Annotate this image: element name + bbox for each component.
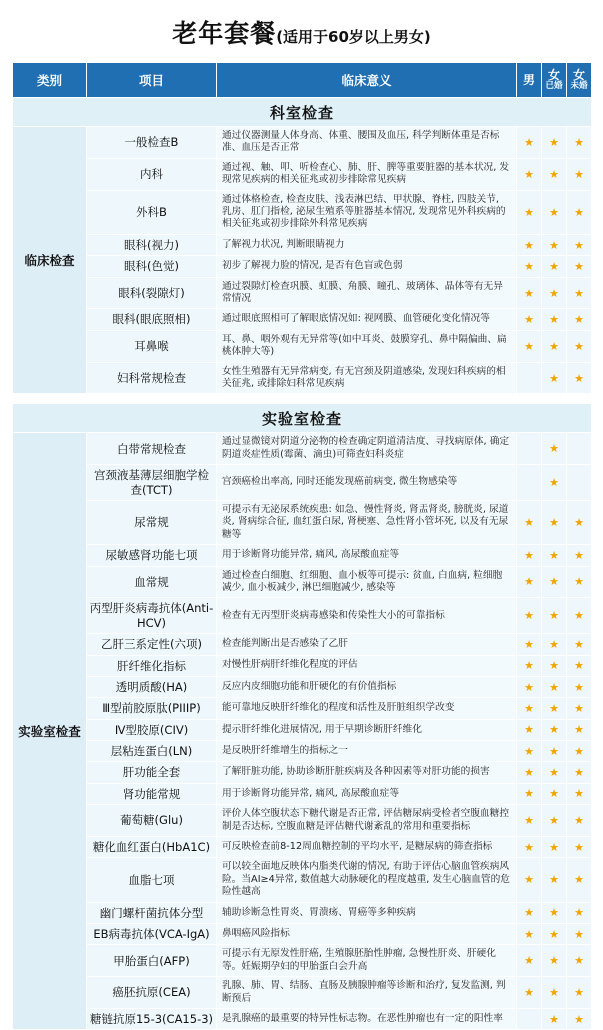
clinical-meaning-cell: 鼻咽癌风险指标 [217,923,517,944]
clinical-meaning-cell: 能可靠地反映肝纤维化的程度和活性及肝脏组织学改变 [217,698,517,719]
item-name-cell: 糖链抗原15-3(CA15-3) [87,1008,217,1029]
header-female-unmarried-sublabel: 未婚 [570,80,588,91]
section-title-row [13,404,592,433]
clinical-meaning-cell: 评价人体空腹状态下糖代谢是否正常, 评估糖尿病受检者空腹血糖控制是否达标, 空腹血糖是评估糖代谢紊乱的常用和重要指标 [217,805,517,837]
item-name-cell: 肾功能常规 [87,783,217,804]
header-male-label: 男 [522,72,535,87]
clinical-meaning-cell: 女性生殖器有无异常病变, 有无宫颈及阴道感染, 发现妇科疾病的相关征兆, 或排除妇科常见疾病 [217,362,517,394]
item-name-cell: 眼科(裂隙灯) [87,277,217,309]
male-mark-cell: ★ [517,256,542,277]
item-name-cell: 幽门螺杆菌抗体分型 [87,902,217,923]
table-body [13,98,592,1030]
female-unmarried-mark-cell: ★ [567,256,592,277]
female-unmarried-mark-cell: ★ [567,858,592,902]
female-unmarried-mark-cell: ★ [567,741,592,762]
female-married-mark-cell: ★ [542,805,567,837]
item-name-cell: 外科B [87,190,217,234]
female-unmarried-mark-cell: ★ [567,634,592,655]
item-name-cell: 层粘连蛋白(LN) [87,741,217,762]
female-married-mark-cell: ★ [542,858,567,902]
female-married-mark-cell: ★ [542,566,567,598]
female-unmarried-mark-cell: ★ [567,362,592,394]
female-married-mark-cell: ★ [542,923,567,944]
female-unmarried-mark-cell: ★ [567,783,592,804]
female-unmarried-mark-cell: ★ [567,836,592,857]
male-mark-cell: ★ [517,158,542,190]
male-mark-cell: ★ [517,655,542,676]
female-unmarried-mark-cell: ★ [567,500,592,544]
female-unmarried-mark-cell: ★ [567,719,592,740]
clinical-meaning-cell: 检查能判断出是否感染了乙肝 [217,634,517,655]
female-unmarried-mark-cell: ★ [567,545,592,566]
female-married-mark-cell: ★ [542,500,567,544]
clinical-meaning-cell: 检查有无丙型肝炎病毒感染和传染性大小的可靠指标 [217,598,517,634]
female-unmarried-mark-cell: ★ [567,566,592,598]
male-mark-cell: ★ [517,277,542,309]
clinical-meaning-cell: 辅助诊断急性胃炎、胃溃疡、胃癌等多种疾病 [217,902,517,923]
item-name-cell: Ⅳ型胶原(CIV) [87,719,217,740]
clinical-meaning-cell: 是反映肝纤维增生的指标之一 [217,741,517,762]
male-mark-cell: ★ [517,945,542,977]
female-married-mark-cell: ★ [542,545,567,566]
clinical-meaning-cell: 通过视、触、叩、听检查心、肺、肝、脾等重要脏器的基本状况, 发现常见疾病的相关征兆或初步排除常见疾病 [217,158,517,190]
male-mark-cell: ★ [517,234,542,255]
male-mark-cell: ★ [517,902,542,923]
title-subtitle: (适用于60岁以上男女) [276,28,431,46]
header-female-unmarried [567,63,592,98]
clinical-meaning-cell: 提示肝纤维化进展情况, 用于早期诊断肝纤维化 [217,719,517,740]
female-unmarried-mark-cell: ★ [567,655,592,676]
female-married-mark-cell: ★ [542,783,567,804]
male-mark-cell: ★ [517,762,542,783]
table-row [13,655,592,676]
header-meaning: 临床意义 [217,63,517,98]
female-unmarried-mark-cell: ★ [567,330,592,362]
table-row [13,676,592,697]
clinical-meaning-cell: 对慢性肝病肝纤维化程度的评估 [217,655,517,676]
female-married-mark-cell: ★ [542,158,567,190]
section-title-row [13,98,592,127]
clinical-meaning-cell: 反应内皮细胞功能和肝硬化的有价值指标 [217,676,517,697]
male-mark-cell: ★ [517,783,542,804]
table-row [13,762,592,783]
male-mark-cell: ★ [517,698,542,719]
header-female-married [542,63,567,98]
item-name-cell: 眼科(视力) [87,234,217,255]
female-unmarried-mark-cell: ★ [567,902,592,923]
clinical-meaning-cell: 宫颈癌检出率高, 同时还能发现癌前病变, 微生物感染等 [217,465,517,501]
male-mark-cell [517,362,542,394]
table-row [13,362,592,394]
female-married-mark-cell: ★ [542,634,567,655]
category-cell: 实验室检查 [13,433,87,1030]
header-female-married-sublabel: 已婚 [545,80,563,91]
female-unmarried-mark-cell: ★ [567,598,592,634]
female-married-mark-cell: ★ [542,277,567,309]
female-married-mark-cell: ★ [542,762,567,783]
table-row [13,545,592,566]
table-header [13,63,592,98]
clinical-meaning-cell: 通过检查白细胞、红细胞、血小板等可提示: 贫血, 白血病, 粒细胞减少, 血小板减少, 淋巴细胞减少, 感染等 [217,566,517,598]
female-married-mark-cell: ★ [542,655,567,676]
female-married-mark-cell: ★ [542,902,567,923]
female-married-mark-cell: ★ [542,945,567,977]
clinical-meaning-cell: 是乳腺癌的最重要的特异性标志物。在恶性肿瘤也有一定的阳性率 [217,1008,517,1029]
female-married-mark-cell: ★ [542,465,567,501]
header-item: 项目 [87,63,217,98]
male-mark-cell: ★ [517,858,542,902]
female-unmarried-mark-cell: ★ [567,698,592,719]
item-name-cell: EB病毒抗体(VCA-IgA) [87,923,217,944]
table-row [13,741,592,762]
female-unmarried-mark-cell: ★ [567,762,592,783]
female-married-mark-cell: ★ [542,1008,567,1029]
clinical-meaning-cell: 通过显微镜对阴道分泌物的检查确定阴道清洁度、寻找病原体, 确定阴道炎症性质(霉菌、滴虫)可筛查妇科炎症 [217,433,517,465]
table-row [13,836,592,857]
item-name-cell: 血常规 [87,566,217,598]
female-married-mark-cell: ★ [542,698,567,719]
table-row [13,1008,592,1029]
table-row [13,634,592,655]
table-row [13,598,592,634]
header-female-married-label: 女 [547,68,560,83]
item-name-cell: 眼科(眼底照相) [87,309,217,330]
package-table [12,62,592,1030]
title-main: 老年套餐 [172,19,277,48]
item-name-cell: 宫颈液基薄层细胞学检查(TCT) [87,465,217,501]
table-row [13,719,592,740]
female-unmarried-mark-cell [567,433,592,465]
table-row [13,923,592,944]
female-unmarried-mark-cell: ★ [567,309,592,330]
table-row [13,190,592,234]
clinical-meaning-cell: 可提示有无原发性肝癌, 生殖腺胚胎性肿瘤, 急慢性肝炎、肝硬化等。妊娠期孕妇的甲胎蛋白会升高 [217,945,517,977]
item-name-cell: 透明质酸(HA) [87,676,217,697]
male-mark-cell [517,465,542,501]
section-title: 实验室检查 [13,404,592,433]
female-unmarried-mark-cell: ★ [567,676,592,697]
item-name-cell: 内科 [87,158,217,190]
clinical-meaning-cell: 了解肝脏功能, 协助诊断肝脏疾病及各种因素等对肝功能的损害 [217,762,517,783]
table-row [13,902,592,923]
female-unmarried-mark-cell: ★ [567,277,592,309]
female-married-mark-cell: ★ [542,719,567,740]
table-row [13,330,592,362]
male-mark-cell [517,433,542,465]
female-married-mark-cell: ★ [542,977,567,1009]
clinical-meaning-cell: 用于诊断肾功能异常, 痛风, 高尿酸血症等 [217,783,517,804]
male-mark-cell: ★ [517,977,542,1009]
female-unmarried-mark-cell: ★ [567,977,592,1009]
female-unmarried-mark-cell: ★ [567,234,592,255]
page-title [0,0,603,62]
table-row [13,234,592,255]
female-married-mark-cell: ★ [542,836,567,857]
male-mark-cell: ★ [517,923,542,944]
male-mark-cell: ★ [517,805,542,837]
clinical-meaning-cell: 通过体格检查, 检查皮肤、浅表淋巴结、甲状腺、脊柱, 四肢关节, 乳房、肛门指检, 泌尿生殖系等脏器基本情况, 发现常见外科疾病的相关征兆或初步排除外科常见疾病 [217,190,517,234]
item-name-cell: 葡萄糖(Glu) [87,805,217,837]
item-name-cell: 血脂七项 [87,858,217,902]
table-row [13,465,592,501]
male-mark-cell: ★ [517,500,542,544]
item-name-cell: 糖化血红蛋白(HbA1C) [87,836,217,857]
male-mark-cell: ★ [517,634,542,655]
item-name-cell: 一般检查B [87,127,217,159]
female-unmarried-mark-cell: ★ [567,1008,592,1029]
female-unmarried-mark-cell: ★ [567,158,592,190]
female-married-mark-cell: ★ [542,190,567,234]
female-married-mark-cell: ★ [542,676,567,697]
male-mark-cell: ★ [517,545,542,566]
item-name-cell: 尿常规 [87,500,217,544]
female-unmarried-mark-cell: ★ [567,923,592,944]
clinical-meaning-cell: 可反映检查前8-12周血糖控制的平均水平, 是糖尿病的筛查指标 [217,836,517,857]
table-row [13,783,592,804]
item-name-cell: 癌胚抗原(CEA) [87,977,217,1009]
section-separator [13,394,592,404]
female-unmarried-mark-cell: ★ [567,945,592,977]
male-mark-cell: ★ [517,309,542,330]
male-mark-cell: ★ [517,598,542,634]
table-row [13,500,592,544]
item-name-cell: 丙型肝炎病毒抗体(Anti-HCV) [87,598,217,634]
clinical-meaning-cell: 通过裂隙灯检查巩膜、虹膜、角膜、瞳孔、玻璃体、晶体等有无异常情况 [217,277,517,309]
table-row [13,433,592,465]
male-mark-cell: ★ [517,330,542,362]
item-name-cell: 乙肝三系定性(六项) [87,634,217,655]
item-name-cell: 甲胎蛋白(AFP) [87,945,217,977]
table-row [13,256,592,277]
table-row [13,858,592,902]
clinical-meaning-cell: 了解视力状况, 判断眼睛视力 [217,234,517,255]
header-male [517,63,542,98]
section-title: 科室检查 [13,98,592,127]
clinical-meaning-cell: 通过仪器测量人体身高、体重、腰围及血压, 科学判断体重是否标准、血压是否正常 [217,127,517,159]
male-mark-cell: ★ [517,719,542,740]
clinical-meaning-cell: 耳、鼻、咽外观有无异常等(如中耳炎、鼓膜穿孔、鼻中隔偏曲、扁桃体肿大等) [217,330,517,362]
female-married-mark-cell: ★ [542,234,567,255]
clinical-meaning-cell: 初步了解视力脸的情况, 是否有色盲或色弱 [217,256,517,277]
male-mark-cell [517,1008,542,1029]
clinical-meaning-cell: 可以较全面地反映体内脂类代谢的情况, 有助于评估心脑血管疾病风险。当AI≥4异常, 数值越大动脉硬化的程度越重, 发生心脑血管的危险性越高 [217,858,517,902]
item-name-cell: Ⅲ型前胶原肽(PIIIP) [87,698,217,719]
category-cell: 临床检查 [13,127,87,394]
header-female-unmarried-label: 女 [572,68,585,83]
male-mark-cell: ★ [517,676,542,697]
item-name-cell: 白带常规检查 [87,433,217,465]
table-row [13,945,592,977]
table-row [13,158,592,190]
item-name-cell: 尿敏感肾功能七项 [87,545,217,566]
table-row [13,698,592,719]
table-row [13,566,592,598]
item-name-cell: 肝功能全套 [87,762,217,783]
female-unmarried-mark-cell: ★ [567,805,592,837]
female-married-mark-cell: ★ [542,433,567,465]
header-category: 类别 [13,63,87,98]
table-row [13,805,592,837]
female-married-mark-cell: ★ [542,598,567,634]
table-row [13,977,592,1009]
female-married-mark-cell: ★ [542,256,567,277]
item-name-cell: 眼科(色觉) [87,256,217,277]
female-married-mark-cell: ★ [542,741,567,762]
clinical-meaning-cell: 用于诊断肾功能异常, 痛风, 高尿酸血症等 [217,545,517,566]
item-name-cell: 耳鼻喉 [87,330,217,362]
table-row [13,127,592,159]
male-mark-cell: ★ [517,127,542,159]
male-mark-cell: ★ [517,190,542,234]
item-name-cell: 妇科常规检查 [87,362,217,394]
clinical-meaning-cell: 可提示有无泌尿系统疾患: 如急、慢性肾炎, 肾盂肾炎, 膀胱炎, 尿道炎, 肾病综合征, 血红蛋白尿, 肾梗塞、急性肾小管坏死, 以及有无尿糖等 [217,500,517,544]
clinical-meaning-cell: 乳腺、肺、胃、结肠、直肠及胰腺肿瘤等诊断和治疗, 复发监测, 判断预后 [217,977,517,1009]
table-row [13,277,592,309]
female-married-mark-cell: ★ [542,309,567,330]
female-married-mark-cell: ★ [542,362,567,394]
female-married-mark-cell: ★ [542,127,567,159]
female-unmarried-mark-cell [567,465,592,501]
female-unmarried-mark-cell: ★ [567,127,592,159]
male-mark-cell: ★ [517,836,542,857]
clinical-meaning-cell: 通过眼底照相可了解眼底情况如: 视网膜、血管硬化变化情况等 [217,309,517,330]
female-unmarried-mark-cell: ★ [567,190,592,234]
male-mark-cell: ★ [517,566,542,598]
male-mark-cell: ★ [517,741,542,762]
item-name-cell: 肝纤维化指标 [87,655,217,676]
table-row [13,309,592,330]
female-married-mark-cell: ★ [542,330,567,362]
